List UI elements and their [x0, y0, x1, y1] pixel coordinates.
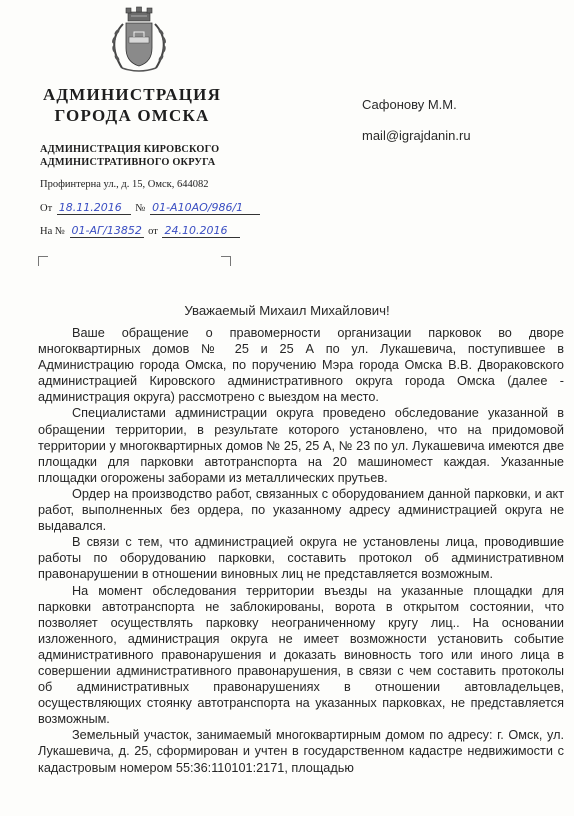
letter-body — [38, 325, 564, 776]
reply-registration-line — [40, 225, 242, 238]
number-label: № — [135, 203, 146, 214]
reply-from-label: от — [148, 226, 158, 237]
reply-to-label: На № — [40, 226, 65, 237]
reply-date: 24.10.2016 — [162, 225, 240, 238]
recipient-name: Сафонову М.М. — [362, 97, 457, 112]
greeting: Уважаемый Михаил Михайлович! — [184, 303, 390, 318]
org-subdivision-line2: АДМИНИСТРАТИВНОГО ОКРУГА — [40, 157, 216, 168]
paragraph: Ордер на производство работ, связанных с оборудованием данной парковки, и акт работ, выполненных без ордера, по указанному адресу администрацией округа не выдавался. — [38, 486, 564, 534]
outgoing-date: 18.11.2016 — [57, 202, 131, 215]
coat-of-arms-emblem — [98, 6, 180, 76]
paragraph: Земельный участок, занимаемый многоквартирным домом по адресу: г. Омск, ул. Лукашевича, д. 25, сформирован и учтен в государственном кадастре недвижимости с кадастровым номером 55:36:110101:2171, площадью — [38, 728, 564, 775]
paragraph: Ваше обращение о правомерности организации парковок во дворе многоквартирных домов № 25 и 25 А по ул. Лукашевича, поступившее в Администрацию города Омска, по поручению Мэра города Омска В.В. Двораковского администрацией Кировского административного округа города Омска (далее - администрация округа) рассмотрено с выездом на место. — [38, 326, 564, 405]
outgoing-number: 01-А10АО/986/1 — [150, 202, 260, 215]
paragraph: Специалистами администрации округа проведено обследование указанной в обращении территории, в результате которого установлено, что на придомовой территории у многоквартирных домов № 25, 25 А, № 23 по ул. Лукашевича имеются две площадки для парковки автотранспорта на 20 машиномест каждая. Указанные площадки огорожены заборами из металлических прутьев. — [38, 406, 564, 485]
org-title-line2: ГОРОДА ОМСКА — [54, 106, 210, 125]
from-label: От — [40, 203, 53, 214]
outgoing-registration-line — [40, 202, 262, 215]
reply-number: 01-АГ/13852 — [71, 224, 142, 237]
org-address: Профинтерна ул., д. 15, Омск, 644082 — [40, 179, 209, 190]
paragraph: В связи с тем, что администрацией округа не установлены лица, проводившие работы по оборудованию парковки, составить протокол об административном правонарушении в отношении виновных лиц не представляется возможным. — [38, 535, 564, 582]
address-corner-left — [38, 256, 48, 266]
org-subdivision-line1: АДМИНИСТРАЦИЯ КИРОВСКОГО — [40, 144, 220, 155]
recipient-email: mail@igrajdanin.ru — [362, 128, 471, 143]
org-title-line1: АДМИНИСТРАЦИЯ — [42, 85, 222, 104]
address-corner-right — [221, 256, 231, 266]
paragraph: На момент обследования территории въезды на указанные площадки для парковки автотранспорта не заблокированы, ворота в открытом состоянии, что позволяет осуществлять парковку неограниченному кругу лиц.. На основании изложенного, администрация округа не имеет возможности установить событие административного правонарушения и доказать виновность того или иного лица в совершении административного правонарушения, в связи с чем составить протоколы об административных правонарушениях в отношении автовладельцев, осуществляющих стоянку автотранспорта на указанных парковках, не представляется возможным. — [38, 583, 564, 727]
